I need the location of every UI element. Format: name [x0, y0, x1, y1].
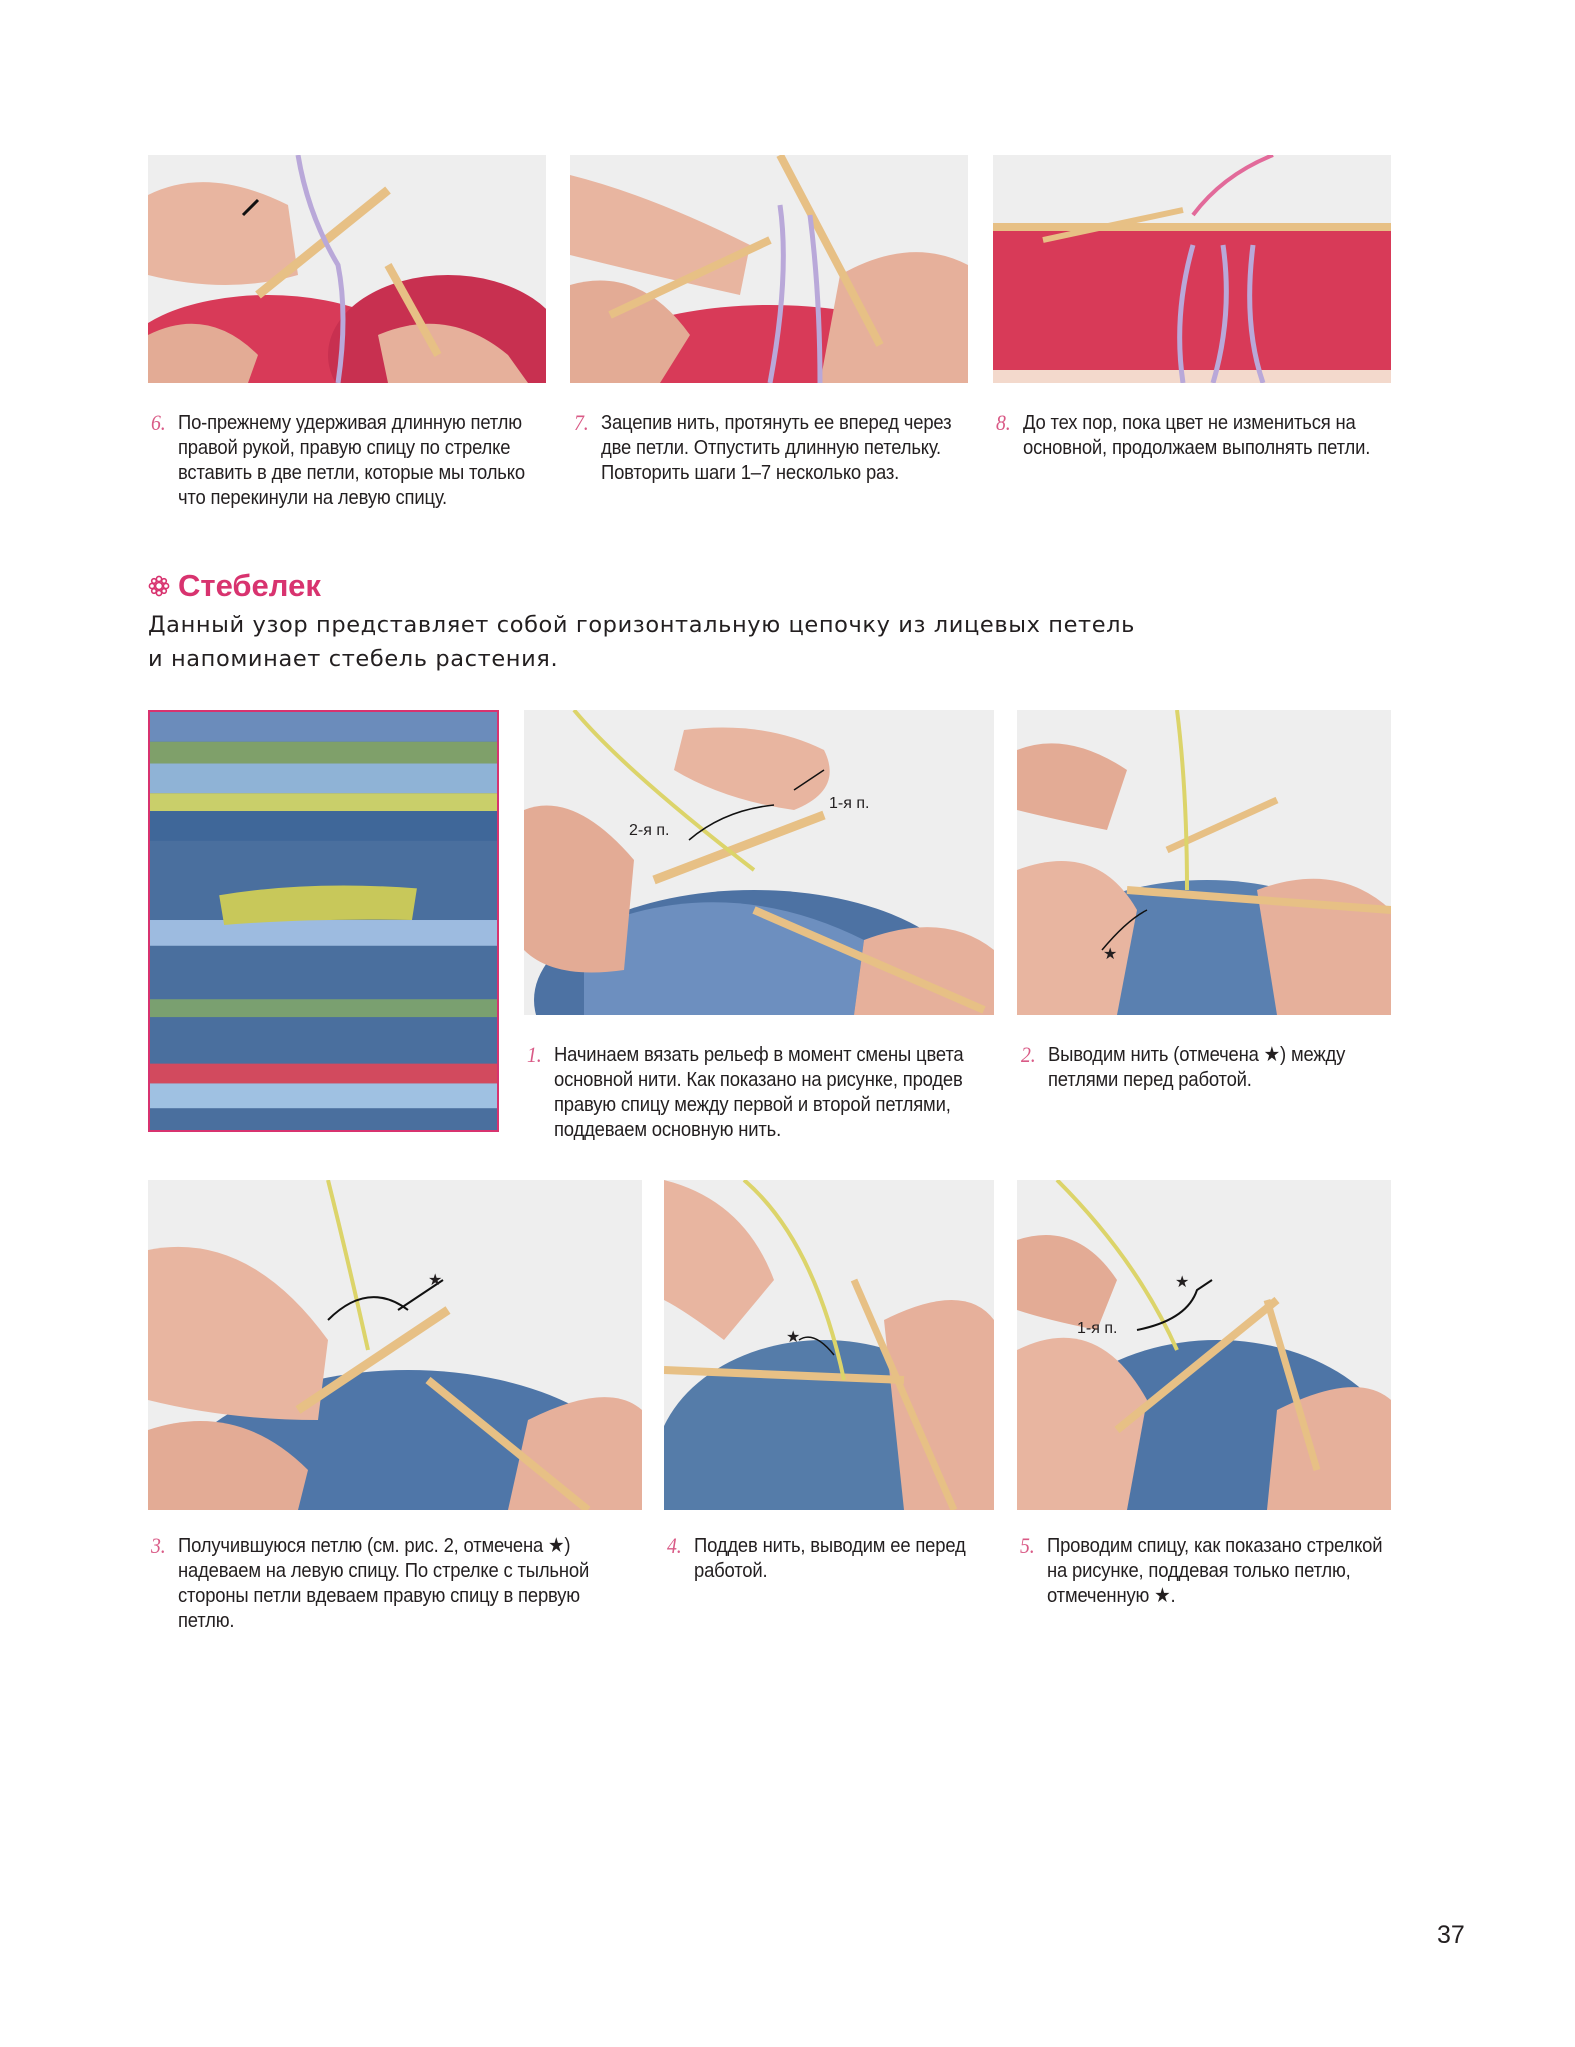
star-marker: ★ [786, 1329, 801, 1346]
loop-2-label: 2-я п. [629, 822, 670, 839]
flower-icon [148, 575, 170, 597]
step-text: Проводим спицу, как показано стрелкой на рисунке, поддевая только петлю, отмеченную ★. [1047, 1534, 1383, 1607]
step-8-caption [996, 410, 1374, 460]
step-text: Получившуюся петлю (см. рис. 2, отмечена ★) надеваем на левую спицу. По стрелке с тыльной стороны петли вдеваем правую спицу в первую петлю. [178, 1534, 590, 1632]
step-text: Поддев нить, выводим ее перед работой. [694, 1534, 966, 1582]
page-number: 37 [1437, 1921, 1465, 1949]
step-4-caption [667, 1533, 1000, 1583]
loop-1-label: 1-я п. [829, 795, 870, 812]
star-marker: ★ [428, 1272, 443, 1289]
step-3-caption [151, 1533, 628, 1633]
step-number: 3. [151, 1533, 166, 1558]
star-marker: ★ [1103, 946, 1118, 963]
section-description: Данный узор представляет собой горизонтальную цепочку из лицевых петель и напоминает стебель растения. [148, 612, 1136, 672]
step-number: 5. [1020, 1533, 1035, 1558]
step-number: 1. [527, 1042, 542, 1067]
step-text: Выводим нить (отмечена ★) между петлями перед работой. [1048, 1043, 1346, 1091]
step-number: 4. [667, 1533, 682, 1558]
loop-1-label: 1-я п. [1077, 1320, 1118, 1337]
step-number: 6. [151, 410, 166, 435]
section-title-text: Стебелек [178, 568, 321, 603]
step-number: 2. [1021, 1042, 1036, 1067]
photo-step-2 [1017, 710, 1391, 1015]
step-text: Начинаем вязать рельеф в момент смены цвета основной нити. Как показано на рисунке, продев правую спицу между первой и второй петлями, поддеваем основную нить. [554, 1043, 964, 1141]
step-2-caption [1021, 1042, 1399, 1092]
step-text: До тех пор, пока цвет не измениться на основной, продолжаем выполнять петли. [1023, 411, 1371, 459]
photo-step-5 [1017, 1180, 1391, 1510]
photo-step-1 [524, 710, 994, 1015]
sample-swatch-photo [148, 710, 499, 1132]
photo-step-8 [993, 155, 1391, 383]
step-text: По-прежнему удерживая длинную петлю правой рукой, правую спицу по стрелке вставить в две петли, которые мы только что перекинули на левую спицу. [178, 411, 525, 509]
step-7-caption [574, 410, 961, 485]
star-marker: ★ [1175, 1274, 1190, 1291]
step-number: 8. [996, 410, 1011, 435]
photo-step-7 [570, 155, 968, 383]
section-title [148, 568, 321, 604]
step-6-caption [151, 410, 538, 510]
step-text: Зацепив нить, протянуть ее вперед через две петли. Отпустить длинную петельку. Повторить шаги 1–7 несколько раз. [601, 411, 952, 484]
step-1-caption [527, 1042, 977, 1142]
photo-step-4 [664, 1180, 994, 1510]
photo-step-3 [148, 1180, 642, 1510]
photo-step-6 [148, 155, 546, 383]
step-5-caption [1020, 1533, 1403, 1608]
step-number: 7. [574, 410, 589, 435]
